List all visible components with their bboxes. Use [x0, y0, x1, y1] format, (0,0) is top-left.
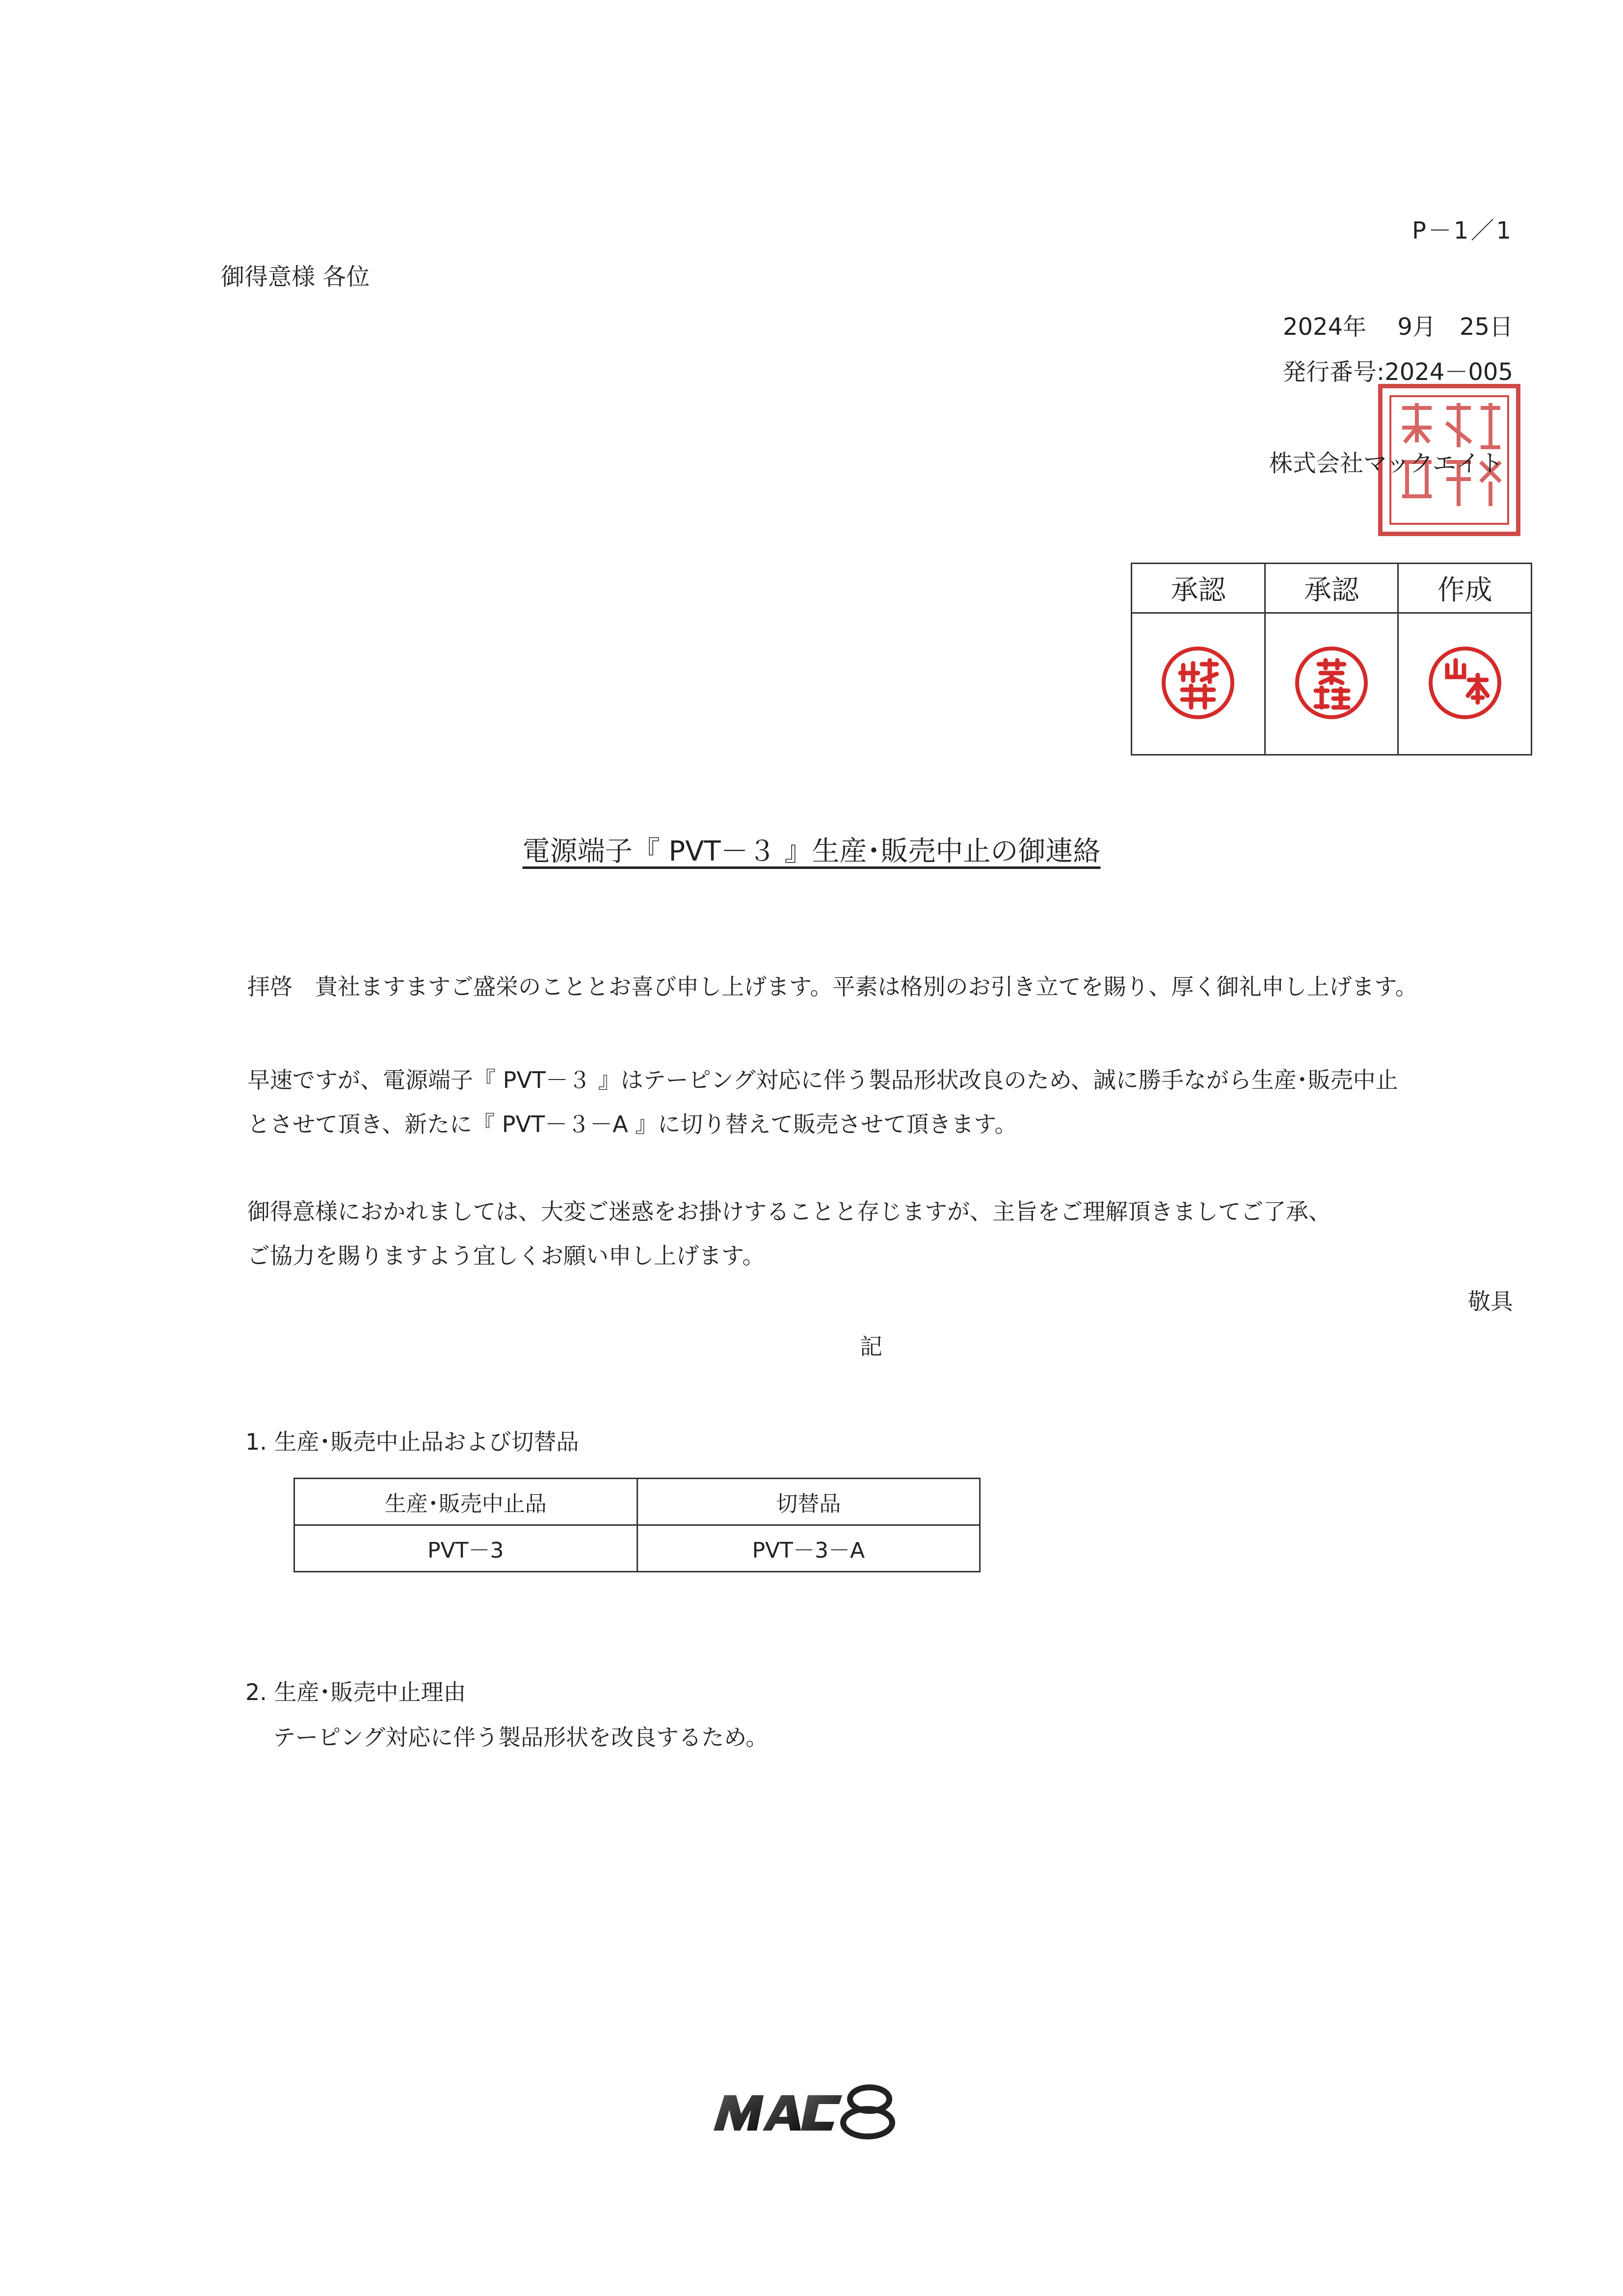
approval-stamp-cell-2: [1265, 613, 1398, 755]
product-table-header-discontinued: 生産･販売中止品: [294, 1479, 638, 1525]
table-row: [294, 1525, 980, 1572]
hanko-stamp-1-mark: [1166, 650, 1230, 715]
hanko-stamp-1: [1162, 647, 1234, 719]
product-table-header-replacement: 切替品: [637, 1479, 980, 1525]
issue-number: 発行番号:2024－005: [1282, 358, 1513, 386]
ki-marker: 記: [860, 1333, 882, 1360]
notice-paragraph-line-2: とさせて頂き、新たに『 PVT－３－A 』に切り替えて販売させて頂きます。: [247, 1111, 1017, 1137]
page-number: P－1／1: [1411, 217, 1513, 244]
hanko-stamp-3-mark: [1433, 650, 1497, 715]
hanko-stamp-3: [1429, 647, 1501, 719]
hanko-stamp-2: [1295, 647, 1368, 719]
discontinued-product: PVT－3: [294, 1525, 638, 1572]
mac8-logo: [708, 2081, 924, 2140]
hanko-stamp-2-mark: [1299, 650, 1364, 715]
document-title: 電源端子『 PVT－３ 』生産･販売中止の御連絡: [522, 836, 1101, 867]
approval-header-1: 承認: [1132, 564, 1265, 613]
closing-keigu: 敬具: [1468, 1288, 1513, 1315]
request-paragraph-line-1: 御得意様におかれましては、大変ご迷惑をお掛けすることと存じますが、主旨をご理解頂きましてご了承、: [247, 1198, 1331, 1225]
section-1-heading: 1. 生産･販売中止品および切替品: [245, 1429, 579, 1455]
notice-paragraph-line-1: 早速ですが、電源端子『 PVT－３ 』はテーピング対応に伴う製品形状改良のため、誠に勝手ながら生産･販売中止: [247, 1067, 1398, 1093]
request-paragraph-line-2: ご協力を賜りますよう宜しくお願い申し上げます。: [247, 1243, 765, 1269]
approval-header-3: 作成: [1398, 564, 1532, 613]
approval-header-2: 承認: [1265, 564, 1398, 613]
discontinuation-reason: テーピング対応に伴う製品形状を改良するため。: [273, 1724, 769, 1751]
approval-stamp-cell-3: [1398, 613, 1532, 755]
approval-stamps-table: [1131, 563, 1532, 756]
replacement-product: PVT－3－A: [637, 1525, 980, 1572]
product-table: [293, 1478, 981, 1572]
addressee: 御得意様 各位: [221, 263, 370, 291]
approval-stamp-cell-1: [1132, 613, 1265, 755]
greeting-paragraph: 拝啓 貴社ますますご盛栄のこととお喜び申し上げます。平素は格別のお引き立てを賜り、厚く御礼申し上げます。: [247, 973, 1418, 1000]
issue-date: 2024年 9月 25日: [1282, 313, 1513, 341]
company-name: 株式会社マックエイト: [1269, 450, 1503, 477]
section-2-heading: 2. 生産･販売中止理由: [245, 1679, 466, 1705]
